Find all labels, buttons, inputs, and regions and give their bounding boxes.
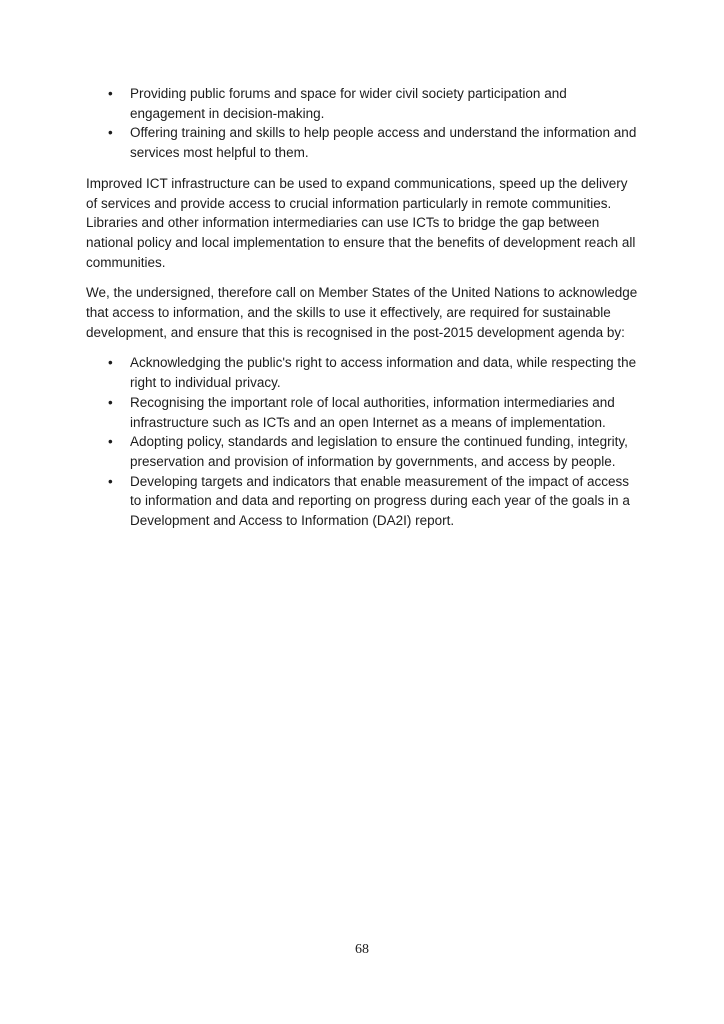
list-item-text: Offering training and skills to help people access and understand the information and services most helpful to them. xyxy=(130,125,637,161)
list-item-text: Acknowledging the public's right to access information and data, while respecting the right to individual privacy. xyxy=(130,355,637,391)
list-item xyxy=(130,432,642,471)
list-item xyxy=(130,472,642,531)
list-item xyxy=(130,84,642,123)
paragraph: We, the undersigned, therefore call on Member States of the United Nations to acknowledge that access to information, and the skills to use it effectively, are required for sustainable development, and ensure that this is recognised in the post-2015 development agenda by: xyxy=(86,285,638,340)
list-item-text: Developing targets and indicators that enable measurement of the impact of access to information and data and reporting on progress during each year of the goals in a Development and Access to Information (DA2I) report. xyxy=(130,473,630,529)
list-item-text: Recognising the important role of local authorities, information intermediaries and infrastructure such as ICTs and an open Internet as a means of implementation. xyxy=(130,394,615,430)
list-item-text: Providing public forums and space for wider civil society participation and engagement in decision-making. xyxy=(130,86,567,121)
page-number: 68 xyxy=(355,942,369,957)
bullet-list-top xyxy=(86,84,642,163)
bullet-list-bottom xyxy=(86,353,642,530)
list-item xyxy=(130,393,642,432)
list-item xyxy=(130,353,642,392)
list-item-text: Adopting policy, standards and legislation to ensure the continued funding, integrity, preservation and provision of information by governments, and access by people. xyxy=(130,434,628,469)
list-item xyxy=(130,123,642,162)
page-content xyxy=(86,84,642,542)
paragraph: Improved ICT infrastructure can be used to expand communications, speed up the delivery of services and provide access to crucial information particularly in remote communities. Libraries and other information intermediaries can use ICTs to bridge the gap between national policy and local implementation to ensure that the benefits of development reach all communities. xyxy=(86,175,636,270)
